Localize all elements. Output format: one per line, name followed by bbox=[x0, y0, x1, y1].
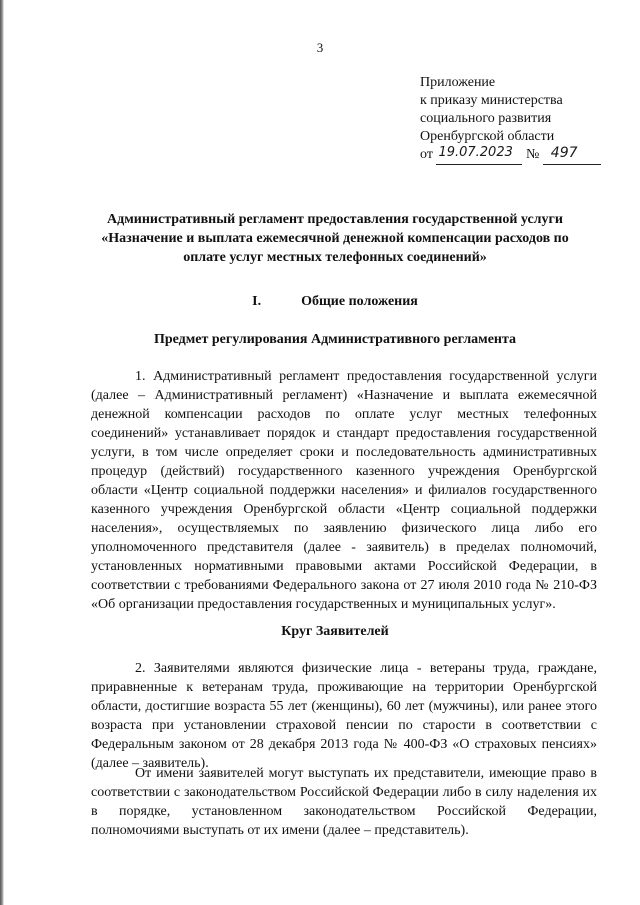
number-field bbox=[543, 146, 601, 165]
appendix-block bbox=[420, 74, 620, 165]
appendix-date-number-line bbox=[420, 146, 620, 165]
subsection-subject-heading: Предмет регулирования Административного регламента bbox=[153, 332, 517, 347]
date-prefix: от bbox=[420, 147, 433, 162]
paragraph-1: 1. Административный регламент предоставления государственной услуги (далее – Административный регламент) «Назначение и выплата ежемесячной денежной компенсации расходов по оплате услуг местных телефонных соединений» устанавливает порядок и стандарт предоставления государственной услуги, в том числе определяет сроки и последовательность административных процедур (действий) государственного казенного учреждения Оренбургской области «Центр социальной поддержки населения» и филиалов государственного казенного учреждения Оренбургской области «Центр социальной поддержки населения», осуществляемых по заявлению физического лица либо его уполномоченного представителя (далее - заявитель) в пределах полномочий, установленных нормативными правовыми актами Российской Федерации, в соответствии с требованиями Федерального закона от 27 июля 2010 года № 210-ФЗ «Об организации предоставления государственных и муниципальных услуг». bbox=[91, 369, 597, 612]
subsection-applicants-heading: Круг Заявителей bbox=[281, 624, 389, 639]
section-title: Общие положения bbox=[301, 294, 418, 309]
appendix-line-3: социального развития bbox=[420, 111, 552, 126]
appendix-line-1: Приложение bbox=[420, 75, 496, 90]
document-title: Административный регламент предоставления государственной услуги «Назначение и выплата ежемесячной денежной компенсации расходов по оплате услуг местных телефонных соединений» bbox=[101, 212, 569, 265]
appendix-line-2: к приказу министерства bbox=[420, 93, 563, 108]
number-sign: № bbox=[525, 147, 540, 162]
handwritten-date: 19.07.2023 bbox=[438, 145, 513, 160]
section-heading bbox=[90, 294, 580, 310]
date-field bbox=[436, 146, 522, 165]
paragraph-3: От имени заявителей могут выступать их представители, имеющие право в соответствии с законодательством Российской Федерации либо в силу наделения их в порядке, установленном законодательством Российской Федерации, полномочиями выступать от их имени (далее – представитель). bbox=[91, 766, 597, 838]
section-number: I. bbox=[252, 294, 262, 309]
page-number: 3 bbox=[316, 40, 324, 55]
paragraph-2: 2. Заявителями являются физические лица - ветераны труда, граждане, приравненные к ветеранам труда, проживающие на территории Оренбургской области, достигшие возраста 55 лет (женщины), 60 лет (мужчины), или ранее этого возраста при установлении страховой пенсии по старости в соответствии с Федеральным законом от 28 декабря 2013 года № 400-ФЗ «О страховых пенсиях» (далее – заявитель). bbox=[91, 661, 597, 771]
appendix-line-4: Оренбургской области bbox=[420, 129, 555, 144]
handwritten-number: 497 bbox=[550, 145, 578, 161]
scan-edge-shadow bbox=[0, 0, 4, 905]
